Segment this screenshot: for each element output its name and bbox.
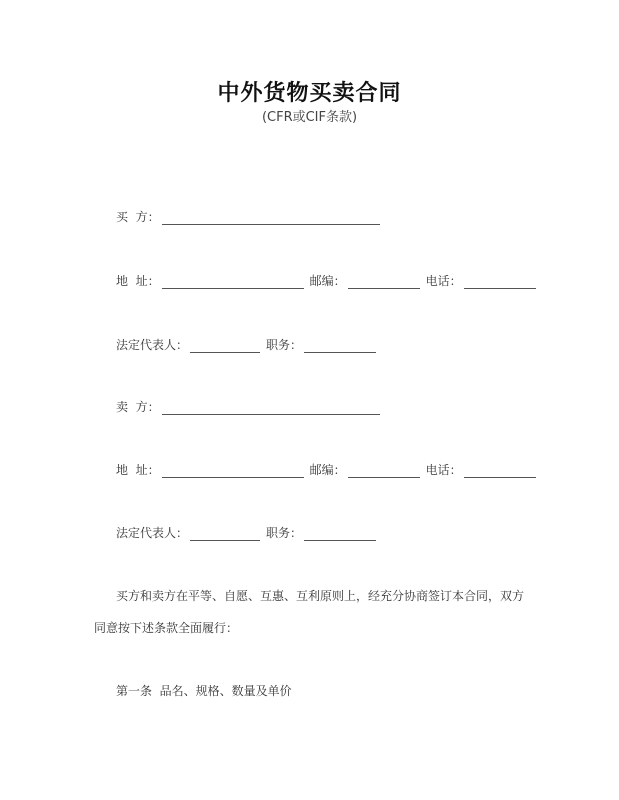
seller-phone-label: 电话： (425, 463, 462, 477)
seller-position-label: 职务： (266, 526, 303, 540)
buyer-label: 买 方： (116, 210, 160, 224)
seller-rep-line (116, 524, 382, 541)
buyer-phone-label: 电话： (425, 274, 462, 288)
preamble-line-2: 同意按下述条款全面履行： (94, 621, 239, 635)
article-1-heading: 第一条 品名、规格、数量及单价 (116, 684, 292, 698)
seller-phone-field[interactable] (464, 465, 536, 478)
seller-postcode-field[interactable] (348, 465, 420, 478)
seller-rep-field[interactable] (190, 528, 260, 541)
seller-postcode-label: 邮编： (309, 463, 346, 477)
buyer-line (116, 208, 386, 225)
seller-address-line (116, 461, 542, 478)
buyer-postcode-label: 邮编： (309, 274, 346, 288)
buyer-postcode-field[interactable] (348, 276, 420, 289)
document-subtitle: (CFR或CIF条款) (261, 110, 358, 125)
seller-rep-label: 法定代表人： (116, 526, 189, 540)
seller-position-field[interactable] (304, 528, 376, 541)
buyer-address-line (116, 272, 542, 289)
preamble-line-1: 买方和卖方在平等、自愿、互惠、互利原则上，经充分协商签订本合同，双方 (116, 589, 525, 603)
seller-field[interactable] (162, 402, 380, 415)
buyer-phone-field[interactable] (464, 276, 536, 289)
buyer-position-field[interactable] (304, 340, 376, 353)
article-1-heading-line (116, 682, 292, 699)
buyer-rep-line (116, 336, 382, 353)
seller-line (116, 398, 386, 415)
buyer-address-field[interactable] (162, 276, 304, 289)
preamble-paragraph (94, 580, 534, 644)
buyer-rep-label: 法定代表人： (116, 338, 189, 352)
seller-address-field[interactable] (162, 465, 304, 478)
buyer-address-label: 地 址： (116, 274, 160, 288)
buyer-field[interactable] (162, 212, 380, 225)
buyer-rep-field[interactable] (190, 340, 260, 353)
seller-label: 卖 方： (116, 400, 160, 414)
document-title: 中外货物买卖合同 (217, 81, 402, 106)
buyer-position-label: 职务： (266, 338, 303, 352)
seller-address-label: 地 址： (116, 463, 160, 477)
